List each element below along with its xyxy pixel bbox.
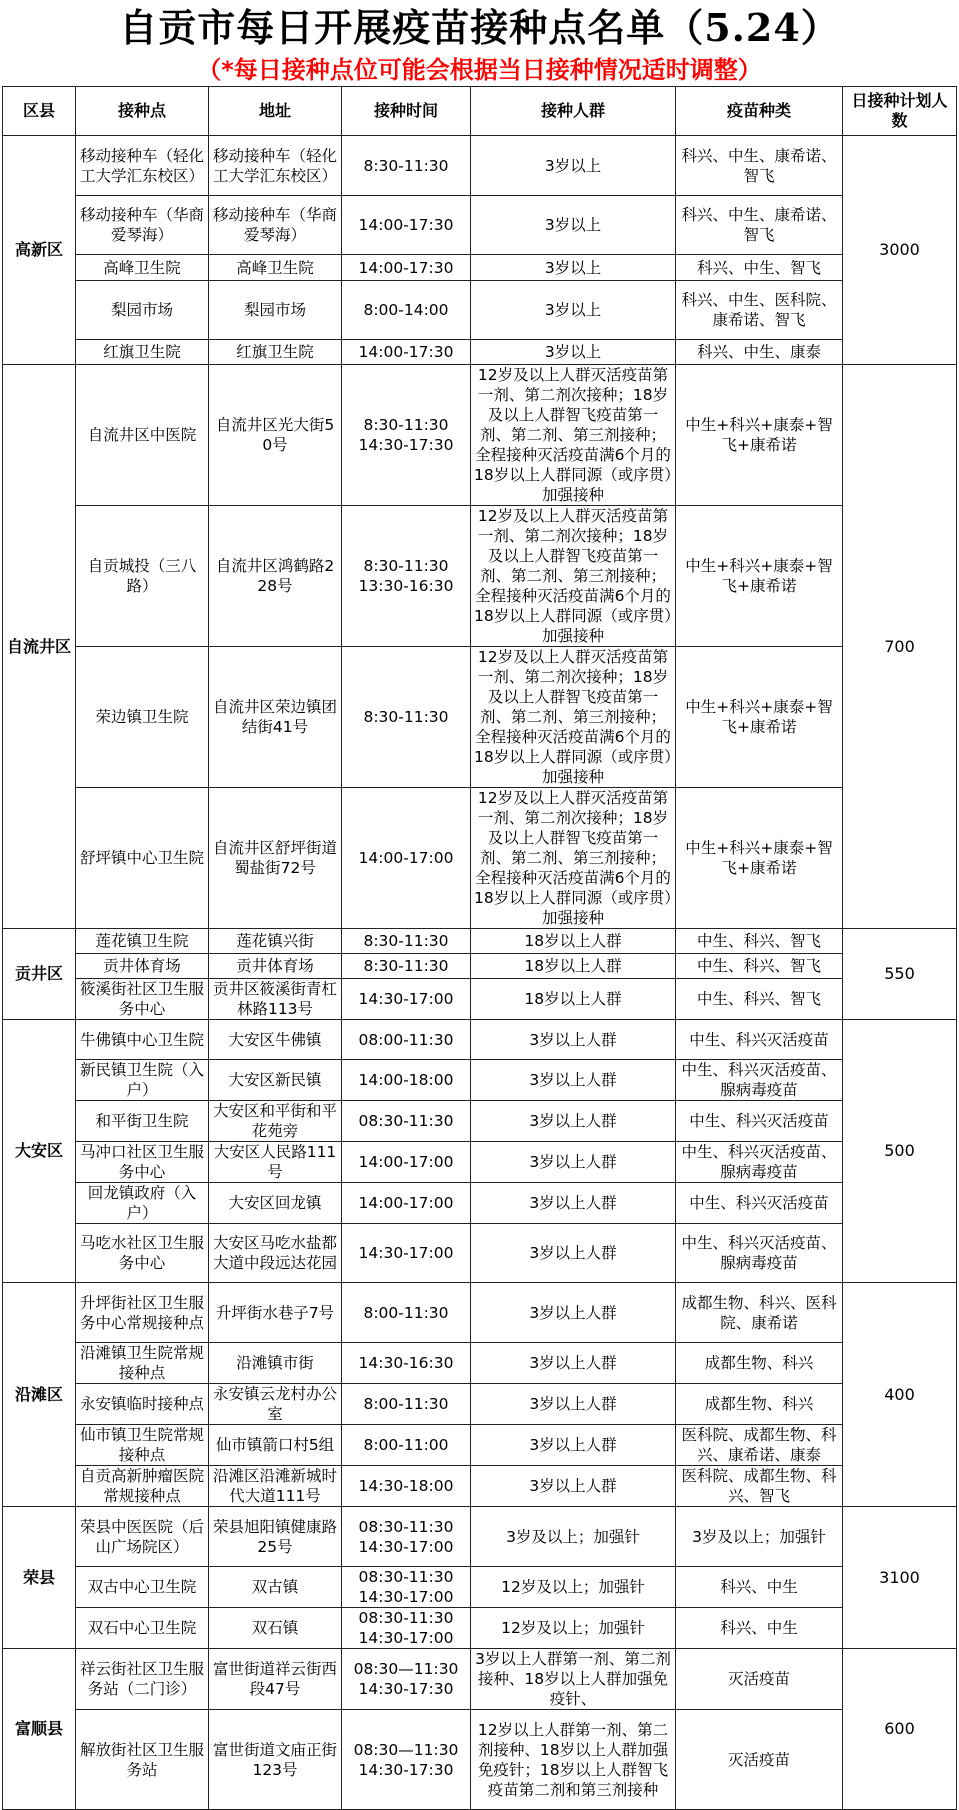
time-cell: 08:30-11:30 14:30-17:00 bbox=[342, 1567, 471, 1608]
crowd-cell: 3岁以上 bbox=[471, 136, 676, 196]
table-row bbox=[3, 1142, 957, 1183]
vaccine-cell: 中生、科兴灭活疫苗、腺病毒疫苗 bbox=[676, 1142, 843, 1183]
crowd-cell: 12岁及以上人群灭活疫苗第一剂、第二剂次接种；18岁及以上人群智飞疫苗第一剂、第二剂、第三剂接种；全程接种灭活疫苗满6个月的18岁以上人群同源（或序贯）加强接种 bbox=[471, 365, 676, 506]
header-address: 地址 bbox=[209, 87, 342, 136]
crowd-cell: 18岁以上人群 bbox=[471, 929, 676, 954]
address-cell: 双古镇 bbox=[209, 1567, 342, 1608]
table-row bbox=[3, 1283, 957, 1343]
vaccine-cell: 中生+科兴+康泰+智飞+康希诺 bbox=[676, 788, 843, 929]
crowd-cell: 3岁以上人群 bbox=[471, 1384, 676, 1425]
site-cell: 自贡高新肿瘤医院常规接种点 bbox=[76, 1466, 209, 1507]
site-cell: 莲花镇卫生院 bbox=[76, 929, 209, 954]
address-cell: 升坪街水巷子7号 bbox=[209, 1283, 342, 1343]
daily-plan-cell: 550 bbox=[843, 929, 957, 1020]
table-header-row bbox=[3, 87, 957, 136]
address-cell: 荣县旭阳镇健康路25号 bbox=[209, 1507, 342, 1567]
time-cell: 14:00-17:00 bbox=[342, 1142, 471, 1183]
table-row bbox=[3, 506, 957, 647]
crowd-cell: 12岁及以上人群灭活疫苗第一剂、第二剂次接种；18岁及以上人群智飞疫苗第一剂、第二剂、第三剂接种；全程接种灭活疫苗满6个月的18岁以上人群同源（或序贯）加强接种 bbox=[471, 506, 676, 647]
crowd-cell: 3岁以上 bbox=[471, 255, 676, 281]
site-cell: 自贡城投（三八路） bbox=[76, 506, 209, 647]
crowd-cell: 18岁以上人群 bbox=[471, 979, 676, 1020]
table-row bbox=[3, 340, 957, 365]
daily-plan-cell: 3000 bbox=[843, 136, 957, 365]
time-cell: 14:00-17:30 bbox=[342, 340, 471, 365]
header-vaccine: 疫苗种类 bbox=[676, 87, 843, 136]
time-cell: 08:30—11:30 14:30-17:30 bbox=[342, 1710, 471, 1810]
table-row bbox=[3, 1101, 957, 1142]
table-row bbox=[3, 136, 957, 196]
address-cell: 沿滩区沿滩新城时代大道111号 bbox=[209, 1466, 342, 1507]
table-row bbox=[3, 1466, 957, 1507]
district-cell: 自流井区 bbox=[3, 365, 76, 929]
address-cell: 移动接种车（华商爱琴海） bbox=[209, 196, 342, 255]
vaccine-cell: 科兴、中生 bbox=[676, 1608, 843, 1649]
site-cell: 回龙镇政府（入户） bbox=[76, 1183, 209, 1224]
vaccine-cell: 中生、科兴灭活疫苗 bbox=[676, 1183, 843, 1224]
time-cell: 14:30-18:00 bbox=[342, 1466, 471, 1507]
site-cell: 移动接种车（华商爱琴海） bbox=[76, 196, 209, 255]
header-time: 接种时间 bbox=[342, 87, 471, 136]
crowd-cell: 3岁以上人群 bbox=[471, 1425, 676, 1466]
time-cell: 8:00-14:00 bbox=[342, 281, 471, 340]
header-plan: 日接种计划人数 bbox=[843, 87, 957, 136]
vaccine-cell: 科兴、中生、医科院、康希诺、智飞 bbox=[676, 281, 843, 340]
vaccine-cell: 灭活疫苗 bbox=[676, 1710, 843, 1810]
crowd-cell: 18岁以上人群 bbox=[471, 954, 676, 979]
district-cell: 富顺县 bbox=[3, 1649, 76, 1810]
crowd-cell: 3岁以上人群 bbox=[471, 1224, 676, 1283]
table-row bbox=[3, 647, 957, 788]
time-cell: 08:30-11:30 14:30-17:00 bbox=[342, 1608, 471, 1649]
table-row bbox=[3, 281, 957, 340]
district-cell: 贡井区 bbox=[3, 929, 76, 1020]
vaccine-cell: 中生、科兴、智飞 bbox=[676, 979, 843, 1020]
time-cell: 8:30-11:30 13:30-16:30 bbox=[342, 506, 471, 647]
site-cell: 筱溪街社区卫生服务中心 bbox=[76, 979, 209, 1020]
time-cell: 08:30-11:30 14:30-17:00 bbox=[342, 1507, 471, 1567]
table-row bbox=[3, 954, 957, 979]
header-site: 接种点 bbox=[76, 87, 209, 136]
table-row bbox=[3, 1224, 957, 1283]
table-row bbox=[3, 255, 957, 281]
address-cell: 自流井区舒坪街道蜀盐街72号 bbox=[209, 788, 342, 929]
header-crowd: 接种人群 bbox=[471, 87, 676, 136]
vaccine-cell: 成都生物、科兴 bbox=[676, 1343, 843, 1384]
crowd-cell: 3岁以上人群 bbox=[471, 1020, 676, 1060]
address-cell: 自流井区光大街50号 bbox=[209, 365, 342, 506]
time-cell: 08:30-11:30 bbox=[342, 1101, 471, 1142]
site-cell: 舒坪镇中心卫生院 bbox=[76, 788, 209, 929]
site-cell: 双古中心卫生院 bbox=[76, 1567, 209, 1608]
address-cell: 莲花镇兴街 bbox=[209, 929, 342, 954]
site-cell: 仙市镇卫生院常规接种点 bbox=[76, 1425, 209, 1466]
site-cell: 自流井区中医院 bbox=[76, 365, 209, 506]
crowd-cell: 3岁以上 bbox=[471, 281, 676, 340]
address-cell: 自流井区鸿鹤路228号 bbox=[209, 506, 342, 647]
daily-plan-cell: 600 bbox=[843, 1649, 957, 1810]
address-cell: 大安区人民路111号 bbox=[209, 1142, 342, 1183]
daily-plan-cell: 400 bbox=[843, 1283, 957, 1507]
table-row bbox=[3, 1384, 957, 1425]
site-cell: 红旗卫生院 bbox=[76, 340, 209, 365]
crowd-cell: 3岁以上人群 bbox=[471, 1183, 676, 1224]
crowd-cell: 3岁以上人群 bbox=[471, 1060, 676, 1101]
address-cell: 双石镇 bbox=[209, 1608, 342, 1649]
time-cell: 14:00-17:30 bbox=[342, 196, 471, 255]
time-cell: 14:00-17:00 bbox=[342, 1183, 471, 1224]
crowd-cell: 3岁以上人群 bbox=[471, 1142, 676, 1183]
page-title: 自贡市每日开展疫苗接种点名单（5.24） bbox=[119, 5, 840, 50]
address-cell: 大安区和平街和平花苑旁 bbox=[209, 1101, 342, 1142]
crowd-cell: 3岁以上人群 bbox=[471, 1343, 676, 1384]
time-cell: 08:00-11:30 bbox=[342, 1020, 471, 1060]
table-row bbox=[3, 1020, 957, 1060]
district-cell: 高新区 bbox=[3, 136, 76, 365]
address-cell: 自流井区荣边镇团结街41号 bbox=[209, 647, 342, 788]
time-cell: 8:00-11:30 bbox=[342, 1283, 471, 1343]
crowd-cell: 3岁以上人群 bbox=[471, 1101, 676, 1142]
table-row bbox=[3, 365, 957, 506]
address-cell: 大安区新民镇 bbox=[209, 1060, 342, 1101]
site-cell: 双石中心卫生院 bbox=[76, 1608, 209, 1649]
address-cell: 沿滩镇市街 bbox=[209, 1343, 342, 1384]
time-cell: 14:30-17:00 bbox=[342, 979, 471, 1020]
vaccine-cell: 科兴、中生 bbox=[676, 1567, 843, 1608]
vaccine-cell: 灭活疫苗 bbox=[676, 1649, 843, 1710]
site-cell: 移动接种车（轻化工大学汇东校区） bbox=[76, 136, 209, 196]
vaccine-cell: 成都生物、科兴 bbox=[676, 1384, 843, 1425]
site-cell: 高峰卫生院 bbox=[76, 255, 209, 281]
site-cell: 梨园市场 bbox=[76, 281, 209, 340]
crowd-cell: 3岁以上人群 bbox=[471, 1466, 676, 1507]
address-cell: 贡井区筱溪街青杠林路113号 bbox=[209, 979, 342, 1020]
address-cell: 富世街道文庙正街123号 bbox=[209, 1710, 342, 1810]
address-cell: 贡井体育场 bbox=[209, 954, 342, 979]
site-cell: 荣县中医医院（后山广场院区） bbox=[76, 1507, 209, 1567]
table-row bbox=[3, 929, 957, 954]
time-cell: 08:30—11:30 14:30-17:30 bbox=[342, 1649, 471, 1710]
table-row bbox=[3, 1507, 957, 1567]
daily-plan-cell: 700 bbox=[843, 365, 957, 929]
site-cell: 牛佛镇中心卫生院 bbox=[76, 1020, 209, 1060]
address-cell: 高峰卫生院 bbox=[209, 255, 342, 281]
header-district: 区县 bbox=[3, 87, 76, 136]
table-row bbox=[3, 979, 957, 1020]
address-cell: 移动接种车（轻化工大学汇东校区） bbox=[209, 136, 342, 196]
district-cell: 沿滩区 bbox=[3, 1283, 76, 1507]
district-cell: 大安区 bbox=[3, 1020, 76, 1283]
crowd-cell: 3岁及以上；加强针 bbox=[471, 1507, 676, 1567]
address-cell: 仙市镇箭口村5组 bbox=[209, 1425, 342, 1466]
vaccine-cell: 中生+科兴+康泰+智飞+康希诺 bbox=[676, 365, 843, 506]
site-cell: 马冲口社区卫生服务中心 bbox=[76, 1142, 209, 1183]
daily-plan-cell: 500 bbox=[843, 1020, 957, 1283]
crowd-cell: 12岁及以上；加强针 bbox=[471, 1567, 676, 1608]
time-cell: 8:00-11:30 bbox=[342, 1384, 471, 1425]
site-cell: 新民镇卫生院（入户） bbox=[76, 1060, 209, 1101]
vaccine-cell: 中生、科兴灭活疫苗、腺病毒疫苗 bbox=[676, 1060, 843, 1101]
site-cell: 沿滩镇卫生院常规接种点 bbox=[76, 1343, 209, 1384]
time-cell: 8:00-11:00 bbox=[342, 1425, 471, 1466]
time-cell: 8:30-11:30 bbox=[342, 929, 471, 954]
site-cell: 永安镇临时接种点 bbox=[76, 1384, 209, 1425]
table-row bbox=[3, 1183, 957, 1224]
time-cell: 14:00-17:00 bbox=[342, 788, 471, 929]
time-cell: 8:30-11:30 bbox=[342, 647, 471, 788]
vaccine-cell: 中生+科兴+康泰+智飞+康希诺 bbox=[676, 647, 843, 788]
time-cell: 14:30-16:30 bbox=[342, 1343, 471, 1384]
table-row bbox=[3, 1608, 957, 1649]
vaccine-cell: 科兴、中生、智飞 bbox=[676, 255, 843, 281]
crowd-cell: 3岁以上人群 bbox=[471, 1283, 676, 1343]
site-cell: 祥云街社区卫生服务站（二门诊） bbox=[76, 1649, 209, 1710]
time-cell: 8:30-11:30 bbox=[342, 954, 471, 979]
address-cell: 富世街道祥云街西段47号 bbox=[209, 1649, 342, 1710]
vaccine-cell: 中生+科兴+康泰+智飞+康希诺 bbox=[676, 506, 843, 647]
crowd-cell: 3岁以上 bbox=[471, 196, 676, 255]
vaccine-cell: 科兴、中生、康希诺、智飞 bbox=[676, 196, 843, 255]
vaccine-cell: 中生、科兴、智飞 bbox=[676, 929, 843, 954]
vaccine-cell: 中生、科兴灭活疫苗 bbox=[676, 1101, 843, 1142]
time-cell: 14:00-17:30 bbox=[342, 255, 471, 281]
vaccine-cell: 中生、科兴、智飞 bbox=[676, 954, 843, 979]
vaccination-sites-table bbox=[2, 86, 957, 1810]
address-cell: 永安镇云龙村办公室 bbox=[209, 1384, 342, 1425]
vaccine-cell: 科兴、中生、康泰 bbox=[676, 340, 843, 365]
table-row bbox=[3, 1649, 957, 1710]
vaccine-cell: 中生、科兴灭活疫苗 bbox=[676, 1020, 843, 1060]
table-row bbox=[3, 1567, 957, 1608]
table-row bbox=[3, 1343, 957, 1384]
crowd-cell: 3岁以上 bbox=[471, 340, 676, 365]
site-cell: 解放街社区卫生服务站 bbox=[76, 1710, 209, 1810]
site-cell: 荣边镇卫生院 bbox=[76, 647, 209, 788]
site-cell: 和平街卫生院 bbox=[76, 1101, 209, 1142]
time-cell: 8:30-11:30 14:30-17:30 bbox=[342, 365, 471, 506]
table-row bbox=[3, 1060, 957, 1101]
table-row bbox=[3, 1425, 957, 1466]
vaccine-cell: 科兴、中生、康希诺、智飞 bbox=[676, 136, 843, 196]
site-cell: 贡井体育场 bbox=[76, 954, 209, 979]
crowd-cell: 3岁以上人群第一剂、第二剂接种、18岁以上人群加强免疫针、 bbox=[471, 1649, 676, 1710]
table-row bbox=[3, 1710, 957, 1810]
time-cell: 14:00-18:00 bbox=[342, 1060, 471, 1101]
table-body bbox=[3, 136, 957, 1810]
address-cell: 梨园市场 bbox=[209, 281, 342, 340]
crowd-cell: 12岁及以上人群灭活疫苗第一剂、第二剂次接种；18岁及以上人群智飞疫苗第一剂、第二剂、第三剂接种；全程接种灭活疫苗满6个月的18岁以上人群同源（或序贯）加强接种 bbox=[471, 788, 676, 929]
table-row bbox=[3, 788, 957, 929]
site-cell: 马吃水社区卫生服务中心 bbox=[76, 1224, 209, 1283]
crowd-cell: 12岁以上人群第一剂、第二剂接种、18岁以上人群加强免疫针；18岁以上人群智飞疫苗第二剂和第三剂接种 bbox=[471, 1710, 676, 1810]
address-cell: 大安区回龙镇 bbox=[209, 1183, 342, 1224]
address-cell: 大安区牛佛镇 bbox=[209, 1020, 342, 1060]
vaccine-cell: 成都生物、科兴、医科院、康希诺 bbox=[676, 1283, 843, 1343]
table-row bbox=[3, 196, 957, 255]
district-cell: 荣县 bbox=[3, 1507, 76, 1649]
crowd-cell: 12岁及以上人群灭活疫苗第一剂、第二剂次接种；18岁及以上人群智飞疫苗第一剂、第二剂、第三剂接种；全程接种灭活疫苗满6个月的18岁以上人群同源（或序贯）加强接种 bbox=[471, 647, 676, 788]
page-subtitle: （*每日接种点位可能会根据当日接种情况适时调整） bbox=[197, 56, 762, 84]
site-cell: 升坪街社区卫生服务中心常规接种点 bbox=[76, 1283, 209, 1343]
vaccine-cell: 中生、科兴灭活疫苗、腺病毒疫苗 bbox=[676, 1224, 843, 1283]
time-cell: 14:30-17:00 bbox=[342, 1224, 471, 1283]
crowd-cell: 12岁及以上；加强针 bbox=[471, 1608, 676, 1649]
daily-plan-cell: 3100 bbox=[843, 1507, 957, 1649]
vaccine-cell: 医科院、成都生物、科兴、康希诺、康泰 bbox=[676, 1425, 843, 1466]
time-cell: 8:30-11:30 bbox=[342, 136, 471, 196]
address-cell: 红旗卫生院 bbox=[209, 340, 342, 365]
vaccine-cell: 3岁及以上；加强针 bbox=[676, 1507, 843, 1567]
vaccine-cell: 医科院、成都生物、科兴、智飞 bbox=[676, 1466, 843, 1507]
address-cell: 大安区马吃水盐都大道中段远达花园 bbox=[209, 1224, 342, 1283]
